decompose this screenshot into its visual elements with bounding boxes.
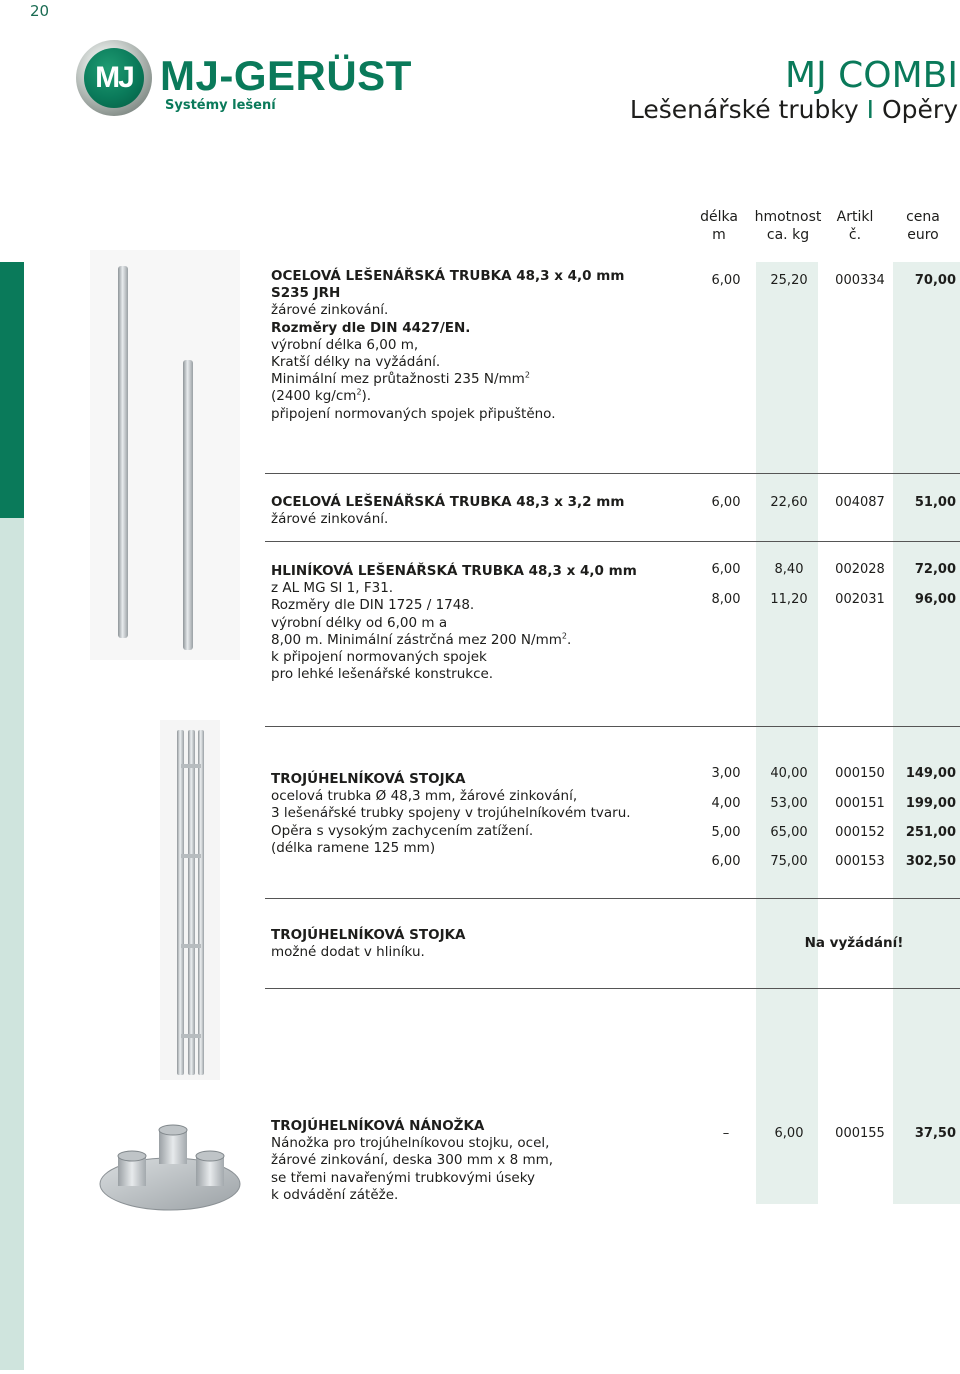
product-line: Nánožka pro trojúhelníkovou stojku, ocel,: [271, 1135, 550, 1152]
product-line: možné dodat v hliníku.: [271, 944, 425, 961]
section-divider: [265, 473, 960, 474]
product-line: Rozměry dle DIN 4427/EN.: [271, 319, 471, 336]
cell-length: 4,00: [711, 796, 741, 811]
triangular-prop-image: [160, 720, 220, 1080]
cell-length: 5,00: [711, 825, 741, 840]
cell-weight: 75,00: [770, 854, 808, 869]
column-header-weight: hmotnost ca. kg: [754, 209, 822, 243]
column-header-price: cena euro: [906, 209, 940, 243]
brand-monogram: MJ: [84, 48, 144, 108]
cell-price: 70,00: [914, 273, 956, 288]
product-line: Opěra s vysokým zachycením zatížení.: [271, 822, 534, 839]
product-line: žárové zinkování.: [271, 511, 389, 528]
product-title: HLINÍKOVÁ LEŠENÁŘSKÁ TRUBKA 48,3 x 4,0 mm: [271, 563, 637, 579]
product-line: Rozměry dle DIN 1725 / 1748.: [271, 597, 475, 614]
cell-price: 37,50: [914, 1126, 956, 1141]
cell-weight: 65,00: [770, 825, 808, 840]
product-line: ocelová trubka Ø 48,3 mm, žárové zinkování,: [271, 788, 578, 805]
section-divider: [265, 898, 960, 899]
brand-name: MJ-GERÜST: [160, 52, 412, 99]
column-header-article: Artikl č.: [836, 209, 874, 243]
product-aluminium-tube: [271, 563, 637, 683]
cell-article: 000334: [835, 273, 885, 288]
product-line: Minimální mez průtažnosti 235 $N/mm^2$: [271, 370, 530, 388]
page-number: 20: [30, 2, 50, 20]
cell-article: 004087: [835, 495, 885, 510]
product-grade: S235 JRH: [271, 285, 341, 302]
section-divider: [265, 726, 960, 727]
subtitle-separator: I: [866, 95, 875, 124]
column-shade-weight: [756, 262, 818, 1204]
cell-weight: 11,20: [770, 592, 808, 607]
product-line: k odvádění zátěže.: [271, 1186, 399, 1203]
cell-price: 302,50: [905, 854, 956, 869]
on-request-note: Na vyžádání!: [804, 935, 904, 951]
product-line: se třemi navařenými trubkovými úseky: [271, 1169, 536, 1186]
column-header-length: délka m: [700, 209, 738, 243]
cell-weight: 40,00: [770, 766, 808, 781]
brand-logo-icon: [76, 40, 152, 116]
cell-article: 000152: [835, 825, 885, 840]
cell-weight: 53,00: [770, 796, 808, 811]
product-line: Kratší délky na vyžádání.: [271, 354, 441, 371]
scaffold-tubes-image: [90, 250, 240, 660]
product-triangular-prop: [271, 771, 631, 857]
cell-length: 6,00: [711, 562, 741, 577]
column-shade-price: [893, 262, 960, 1204]
product-title: TROJÚHELNÍKOVÁ STOJKA: [271, 771, 466, 787]
cell-weight: 6,00: [774, 1126, 804, 1141]
product-line: připojení normovaných spojek připuštěno.: [271, 405, 556, 422]
cell-article: 000155: [835, 1126, 885, 1141]
cell-price: 51,00: [914, 495, 956, 510]
base-plate-image: [96, 1118, 246, 1218]
cell-length: 6,00: [711, 273, 741, 288]
product-triangular-prop-aluminium: [271, 927, 466, 961]
side-band-dark: [0, 262, 24, 518]
product-line: z AL MG SI 1, F31.: [271, 580, 394, 597]
section-divider: [265, 988, 960, 989]
subtitle-part-a: Lešenářské trubky: [629, 95, 859, 124]
product-steel-tube-4mm: [271, 268, 624, 423]
cell-article: 000153: [835, 854, 885, 869]
cell-length: 6,00: [711, 495, 741, 510]
brand-tagline: Systémy lešení: [165, 98, 276, 113]
product-line: pro lehké lešenářské konstrukce.: [271, 666, 494, 683]
product-title: TROJÚHELNÍKOVÁ NÁNOŽKA: [271, 1118, 485, 1134]
cell-length: –: [722, 1126, 730, 1141]
cell-length: 3,00: [711, 766, 741, 781]
product-title: OCELOVÁ LEŠENÁŘSKÁ TRUBKA 48,3 x 4,0 mm: [271, 268, 625, 284]
product-line: výrobní délky od 6,00 m a: [271, 614, 448, 631]
product-line: 3 lešenářské trubky spojeny v trojúhelníkovém tvaru.: [271, 805, 631, 822]
side-band-light: [0, 518, 24, 1370]
cell-length: 8,00: [711, 592, 741, 607]
product-title: TROJÚHELNÍKOVÁ STOJKA: [271, 927, 466, 943]
section-divider: [265, 541, 960, 542]
product-line: žárové zinkování.: [271, 302, 389, 319]
page-title: MJ COMBI: [785, 55, 958, 96]
cell-price: 199,00: [905, 796, 956, 811]
cell-price: 72,00: [914, 562, 956, 577]
cell-article: 002031: [835, 592, 885, 607]
cell-weight: 22,60: [770, 495, 808, 510]
subtitle-part-b: Opěry: [881, 95, 958, 124]
product-line: (délka ramene 125 mm): [271, 839, 436, 856]
cell-article: 000150: [835, 766, 885, 781]
cell-price: 251,00: [905, 825, 956, 840]
page-subtitle: [630, 94, 958, 126]
product-title: OCELOVÁ LEŠENÁŘSKÁ TRUBKA 48,3 x 3,2 mm: [271, 494, 625, 510]
product-steel-tube-3-2mm: [271, 494, 624, 528]
product-line: žárové zinkování, deska 300 mm x 8 mm,: [271, 1152, 554, 1169]
cell-weight: 25,20: [770, 273, 808, 288]
product-line: k připojení normovaných spojek: [271, 649, 487, 666]
cell-length: 6,00: [711, 854, 741, 869]
product-base-plate: [271, 1118, 553, 1204]
product-line: (2400 $kg/cm^2$).: [271, 387, 372, 405]
cell-price: 96,00: [914, 592, 956, 607]
cell-article: 000151: [835, 796, 885, 811]
cell-article: 002028: [835, 562, 885, 577]
product-line: výrobní délka 6,00 m,: [271, 336, 419, 353]
cell-price: 149,00: [905, 766, 956, 781]
product-line: 8,00 m. Minimální zástrčná mez 200 $N/mm^2$.: [271, 631, 572, 648]
cell-weight: 8,40: [774, 562, 804, 577]
